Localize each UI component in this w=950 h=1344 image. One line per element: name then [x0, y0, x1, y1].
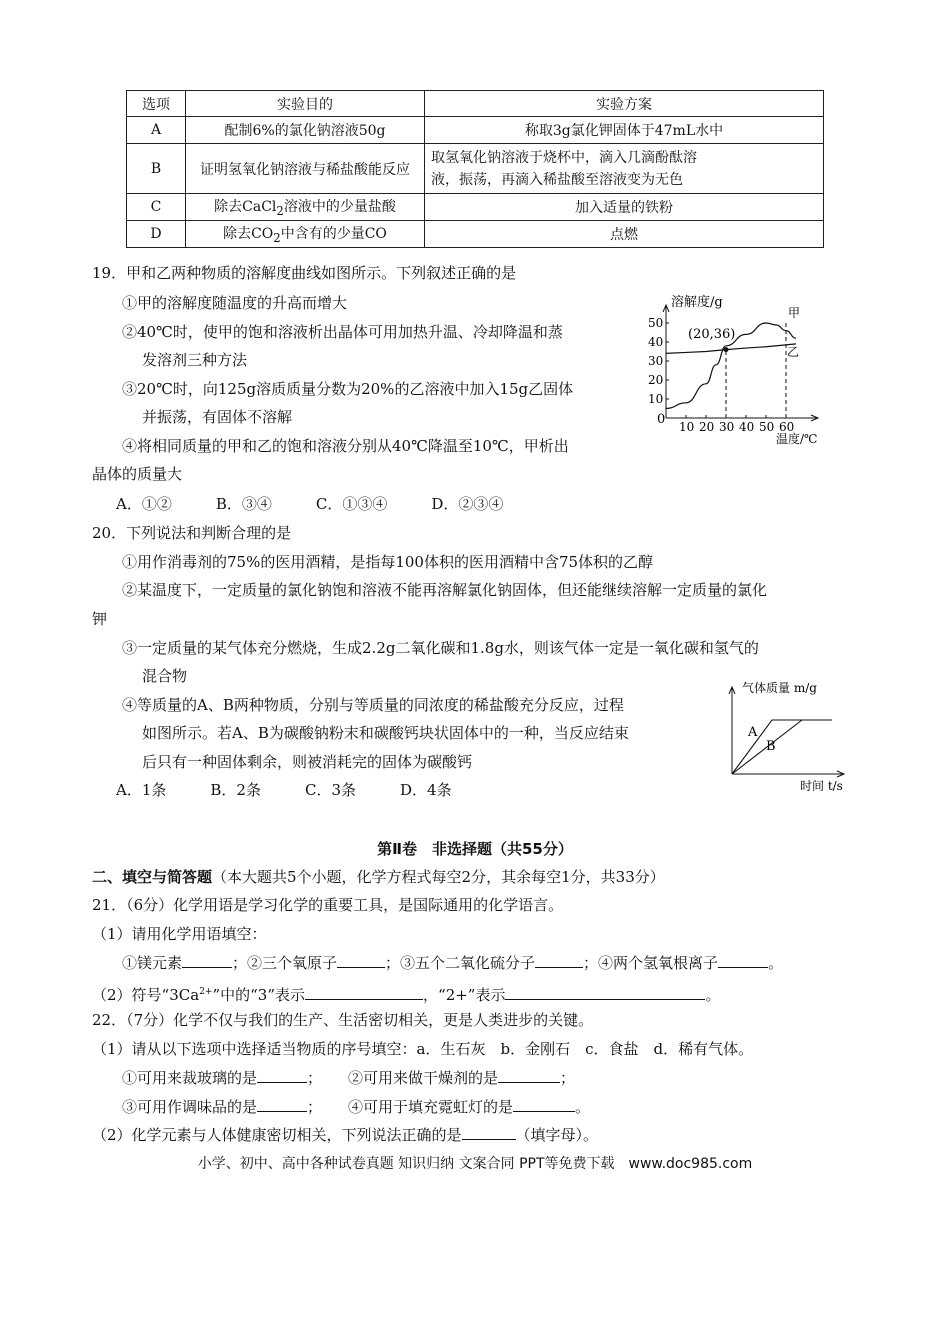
fill-label: ”中的“3”表示 [212, 986, 306, 1004]
table-cell-goal [186, 221, 425, 248]
intersection-point [724, 347, 729, 352]
fill-end: ； [560, 1069, 576, 1087]
q19-statement-3-cont: 并振荡，有固体不溶解 [142, 408, 293, 426]
fill-label: ；②三个氧原子 [232, 954, 338, 972]
q22-part2 [92, 1124, 598, 1146]
q20-statement-3: ③一定质量的某气体充分燃烧，生成2.2g二氧化碳和1.8g水，则该气体一定是一氧化碳和氢气的 [122, 639, 759, 657]
q20-statement-4-cont2: 后只有一种固体剩余，则被消耗完的固体为碳酸钙 [142, 753, 473, 771]
answer-blank[interactable] [337, 953, 385, 968]
fill-label: ①可用来裁玻璃的是 [122, 1069, 258, 1087]
plan-line: 液，振荡，再滴入稀盐酸至溶液变为无色 [431, 171, 683, 188]
table-cell-plan: 加入适量的铁粉 [425, 194, 824, 221]
section-note: （本大题共5个小题，化学方程式每空2分，其余每空1分，共33分） [212, 868, 665, 886]
goal-text: 中含有的少量CO [280, 226, 387, 243]
q19-statement-3: ③20℃时，向125g溶质质量分数为20%的乙溶液中加入15g乙固体 [122, 380, 574, 398]
goal-text: 溶液中的少量盐酸 [283, 199, 396, 216]
q20-statement-1: ①用作消毒剂的75%的医用酒精，是指每100体积的医用酒精中含75体积的乙醇 [122, 553, 654, 571]
q19-choices [116, 493, 503, 515]
table-cell-option: A [127, 117, 186, 144]
answer-blank[interactable] [182, 953, 232, 968]
fill-label: ②可用来做干燥剂的是 [348, 1069, 499, 1087]
series-a-line [732, 720, 832, 774]
fill-end: ； [307, 1069, 323, 1087]
answer-blank[interactable] [718, 953, 768, 968]
q21-fill-line [122, 952, 783, 974]
table-header: 选项 [127, 91, 186, 117]
x-tick-label: 10 [679, 420, 695, 434]
fill-end: （填字母）。 [515, 1126, 599, 1144]
point-annotation: (20,36) [688, 327, 736, 342]
x-tick-label: 40 [739, 420, 755, 434]
experiment-table [126, 90, 824, 248]
q19-statement-2: ②40℃时，使甲的饱和溶液析出晶体可用加热升温、冷却降温和蒸 [122, 323, 563, 341]
section-title: 二、填空与简答题 [92, 868, 213, 886]
goal-text: 除去CO [223, 226, 274, 243]
fill-label: ③可用作调味品的是 [122, 1098, 258, 1116]
q22-part1: （1）请从以下选项中选择适当物质的序号填空：a．生石灰 b．金刚石 c．食盐 d．稀有气体。 [92, 1040, 754, 1058]
y-axis-label: 气体质量 m/g [742, 681, 817, 695]
q22-fill-line-2 [122, 1096, 590, 1118]
answer-blank[interactable] [257, 1068, 307, 1083]
x-tick-label: 50 [759, 420, 775, 434]
fill-end: 。 [768, 954, 784, 972]
q20-statement-4: ④等质量的A、B两种物质，分别与等质量的同浓度的稀盐酸充分反应，过程 [122, 696, 624, 714]
q19-statement-4-cont: 晶体的质量大 [92, 465, 183, 483]
q20-statement-3-cont: 混合物 [142, 667, 188, 685]
series-yi-line [666, 344, 796, 354]
choice: B．③④ [215, 495, 272, 513]
fill-label: （2）符号“3Ca [92, 986, 200, 1004]
x-tick-label: 60 [779, 420, 795, 434]
q19-statement-4: ④将相同质量的甲和乙的饱和溶液分别从40℃降温至10℃，甲析出 [122, 437, 569, 455]
table-header: 实验方案 [425, 91, 824, 117]
q20-statement-2-cont: 钾 [92, 610, 108, 628]
series-b-line [732, 720, 832, 774]
x-tick-label: 30 [719, 420, 735, 434]
choice: C．①③④ [315, 495, 388, 513]
answer-blank[interactable] [305, 985, 423, 1000]
table-cell-option: B [127, 144, 186, 194]
table-header: 实验目的 [186, 91, 425, 117]
q19-statement-1: ①甲的溶解度随温度的升高而增大 [122, 294, 348, 312]
series-label-b: B [766, 739, 776, 754]
q21-stem: 21．（6分）化学用语是学习化学的重要工具，是国际通用的化学语言。 [92, 896, 564, 914]
subscript: 2 [276, 203, 284, 218]
fill-label: ①镁元素 [122, 954, 183, 972]
y-tick-label: 10 [648, 392, 664, 406]
answer-blank[interactable] [505, 985, 705, 1000]
fill-label: ；③五个二氧化硫分子 [385, 954, 536, 972]
y-tick-label: 30 [648, 354, 664, 368]
answer-blank[interactable] [513, 1097, 575, 1112]
part2-title: 第Ⅱ卷 非选择题（共55分） [377, 840, 573, 858]
y-tick-label: 40 [648, 335, 664, 349]
table-header-row [127, 91, 824, 117]
q20-choices [116, 779, 452, 801]
q20-stem: 20．下列说法和判断合理的是 [92, 524, 292, 542]
origin-label: 0 [657, 412, 666, 427]
fill-label: ；④两个氢氧根离子 [583, 954, 719, 972]
fill-end: 。 [705, 986, 721, 1004]
q20-statement-2: ②某温度下，一定质量的氯化钠饱和溶液不能再溶解氯化钠固体，但还能继续溶解一定质量的氯化 [122, 581, 768, 599]
x-tick-label: 20 [699, 420, 715, 434]
section-heading [92, 866, 665, 888]
table-row [127, 194, 824, 221]
q22-fill-line-1 [122, 1067, 575, 1089]
fill-label: （2）化学元素与人体健康密切相关，下列说法正确的是 [92, 1126, 462, 1144]
table-cell-plan [425, 144, 824, 194]
answer-blank[interactable] [535, 953, 583, 968]
solubility-axes [663, 305, 818, 421]
q22-stem: 22．（7分）化学不仅与我们的生产、生活密切相关，更是人类进步的关键。 [92, 1011, 594, 1029]
choice: B．2条 [210, 781, 261, 799]
table-cell-option: D [127, 221, 186, 248]
q21-part2 [92, 981, 721, 1006]
table-cell-option: C [127, 194, 186, 221]
choice: A．①② [116, 495, 172, 513]
table-row [127, 117, 824, 144]
x-axis-label: 温度/℃ [776, 432, 818, 446]
subscript: 2 [273, 230, 281, 245]
table-cell-plan: 称取3g氯化钾固体于47mL水中 [425, 117, 824, 144]
choice: A．1条 [116, 781, 167, 799]
table-cell-goal [186, 194, 425, 221]
y-tick-label: 50 [648, 316, 664, 330]
answer-blank[interactable] [498, 1068, 560, 1083]
table-cell-goal: 证明氢氧化钠溶液与稀盐酸能反应 [186, 144, 425, 194]
gas-series [732, 720, 832, 774]
page-footer: 小学、初中、高中各种试卷真题 知识归纳 文案合同 PPT等免费下载 www.doc985.com [197, 1156, 753, 1172]
table-cell-plan: 点燃 [425, 221, 824, 248]
q19-stem: 19．甲和乙两种物质的溶解度曲线如图所示。下列叙述正确的是 [92, 264, 517, 282]
fill-end: ； [307, 1098, 323, 1116]
answer-blank[interactable] [257, 1097, 307, 1112]
q20-statement-4-cont: 如图所示。若A、B为碳酸钠粉末和碳酸钙块状固体中的一种，当反应结束 [142, 724, 629, 742]
y-axis-label: 溶解度/g [671, 295, 723, 310]
fill-label: ④可用于填充霓虹灯的是 [348, 1098, 514, 1116]
series-label-a: A [748, 725, 758, 740]
table-row [127, 144, 824, 194]
series-label-yi: 乙 [787, 345, 800, 359]
table-cell-goal: 配制6%的氯化钠溶液50g [186, 117, 425, 144]
superscript: 2+ [199, 987, 213, 997]
choice: D．4条 [400, 781, 452, 799]
fill-end: 。 [575, 1098, 591, 1116]
answer-blank[interactable] [462, 1125, 516, 1140]
x-axis-label: 时间 t/s [800, 779, 843, 793]
q21-part1: （1）请用化学用语填空： [92, 925, 267, 943]
goal-text: 除去CaCl [214, 199, 277, 216]
y-tick-label: 20 [648, 373, 664, 387]
series-label-jia: 甲 [788, 306, 801, 320]
solubility-chart [640, 290, 850, 450]
table-row [127, 221, 824, 248]
choice: D．②③④ [431, 495, 504, 513]
fill-label: ，“2+”表示 [423, 986, 506, 1004]
q19-statement-2-cont: 发溶剂三种方法 [142, 351, 248, 369]
choice: C．3条 [304, 781, 356, 799]
gas-mass-chart [722, 678, 852, 796]
plan-line: 取氢氧化钠溶液于烧杯中，滴入几滴酚酞溶 [431, 149, 697, 166]
